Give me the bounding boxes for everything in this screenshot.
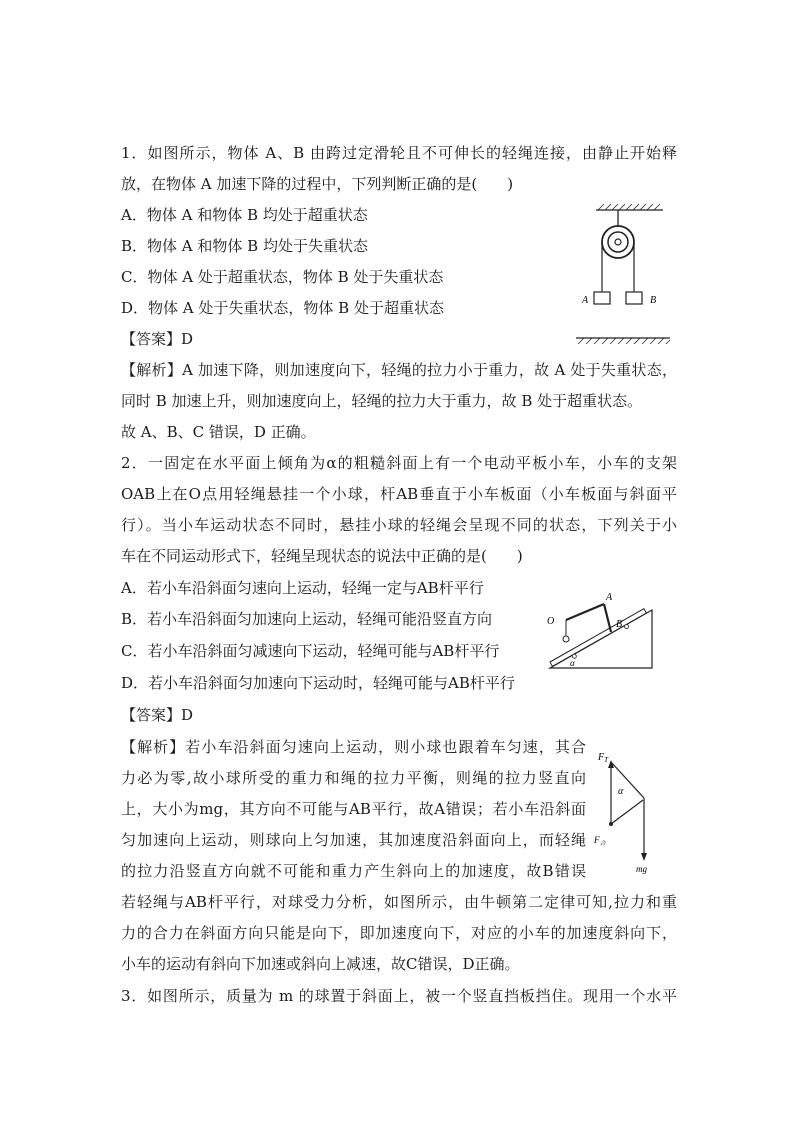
q2-stem-line-1: 2．一固定在水平面上倾角为α的粗糙斜面上有一个电动平板小车，小车的支架 xyxy=(121,454,677,472)
force-resultant-sub: 合 xyxy=(599,841,606,847)
answer-label: 【答案】 xyxy=(121,330,182,348)
q2-stem-line-4: 车在不同运动形式下，轻绳呈现状态的说法中正确的是( ) xyxy=(121,547,523,565)
point-a-label: A xyxy=(606,592,613,603)
q2-option-c: C．若小车沿斜面匀减速向下运动，轻绳可能与AB杆平行 xyxy=(121,642,500,660)
q2-analysis-line-3: 上，大小为mg，其方向不可能与AB平行，故A错误；若小车沿斜面 xyxy=(121,800,586,818)
q1-option-a: A．物体 A 和物体 B 均处于超重状态 xyxy=(121,206,368,224)
q2-answer xyxy=(121,704,193,726)
q1-stem-line-1: 1．如图所示，物体 A、B 由跨过定滑轮且不可伸长的轻绳连接，由静止开始释 xyxy=(121,144,677,162)
force-diagram-figure xyxy=(588,740,660,878)
q2-option-a: A．若小车沿斜面匀速向上运动，轻绳一定与AB杆平行 xyxy=(121,579,484,597)
q2-analysis-line-5: 的拉力沿竖直方向就不可能和重力产生斜向上的加速度，故B错误 xyxy=(121,862,586,880)
angle-alpha-label: α xyxy=(570,658,575,668)
q2-analysis-line-2: 力必为零,故小球所受的重力和绳的拉力平衡，则绳的拉力竖直向 xyxy=(121,769,586,787)
q2-analysis-line-1 xyxy=(121,736,586,758)
analysis-label: 【解析】 xyxy=(121,361,183,379)
q2-analysis-line-6: 若轻绳与AB杆平行，对球受力分析，如图所示，由牛顿第二定律可知,拉力和重 xyxy=(121,893,677,911)
q1-analysis-line-3: 故 A、B、C 错误，D 正确。 xyxy=(121,423,316,441)
block-a-label: A xyxy=(582,295,589,306)
q1-analysis-line-1 xyxy=(121,359,677,381)
force-resultant-main: F xyxy=(594,835,600,845)
point-o-label: O xyxy=(547,616,555,627)
q2-analysis-line-8: 小车的运动有斜向下加速或斜向上减速，故C错误，D正确。 xyxy=(121,955,520,973)
pulley-figure xyxy=(568,200,678,345)
q2-analysis-line-4: 匀加速向上运动，则球向上匀加速，其加速度沿斜面向上，而轻绳 xyxy=(121,831,586,849)
q3-stem-line-1: 3．如图所示，质量为 m 的球置于斜面上，被一个竖直挡板挡住。现用一个水平 xyxy=(121,987,677,1005)
q2-stem-line-3: 行）。当小车运动状态不同时，悬挂小球的轻绳会呈现不同的状态，下列关于小 xyxy=(121,516,677,534)
block-b-label: B xyxy=(650,295,657,306)
analysis-text: A 加速下降，则加速度向下，轻绳的拉力小于重力，故 A 处于失重状态， xyxy=(182,361,677,379)
point-b-label: B xyxy=(616,619,623,630)
q1-option-c: C．物体 A 处于超重状态，物体 B 处于失重状态 xyxy=(121,268,444,286)
analysis-label: 【解析】 xyxy=(121,738,186,756)
q1-stem-line-2: 放，在物体 A 加速下降的过程中，下列判断正确的是( ) xyxy=(121,175,514,193)
answer-label: 【答案】 xyxy=(121,706,182,724)
force-resultant-label xyxy=(593,835,607,847)
q2-analysis-line-7: 力的合力在斜面方向只能是向下，即加速度向下，对应的小车的加速度斜向下， xyxy=(121,924,677,942)
q2-option-b: B．若小车沿斜面匀加速向上运动，轻绳可能沿竖直方向 xyxy=(121,610,493,628)
q2-stem-line-2: OAB上在O点用轻绳悬挂一个小球，杆AB垂直于小车板面（小车板面与斜面平 xyxy=(121,485,677,503)
q2-option-d: D．若小车沿斜面匀加速向下运动时，轻绳可能与AB杆平行 xyxy=(121,674,515,692)
answer-value: D xyxy=(181,330,194,348)
force-ft-main: F xyxy=(598,752,605,763)
gravity-mg-label: mg xyxy=(636,864,647,874)
force-ft-sub: T xyxy=(604,756,609,764)
answer-value: D xyxy=(181,706,194,724)
analysis-text: 若小车沿斜面匀速向上运动，则小球也跟着车匀速，其合 xyxy=(185,738,586,756)
q1-option-b: B．物体 A 和物体 B 均处于失重状态 xyxy=(121,237,368,255)
force-ft-label xyxy=(597,752,609,764)
q1-answer xyxy=(121,328,193,350)
incline-cart-figure xyxy=(540,590,665,680)
angle-alpha-label: α xyxy=(618,786,624,797)
q1-analysis-line-2: 同时 B 加速上升，则加速度向上，轻绳的拉力大于重力，故 B 处于超重状态。 xyxy=(121,392,643,410)
q1-option-d: D．物体 A 处于失重状态，物体 B 处于超重状态 xyxy=(121,299,444,317)
